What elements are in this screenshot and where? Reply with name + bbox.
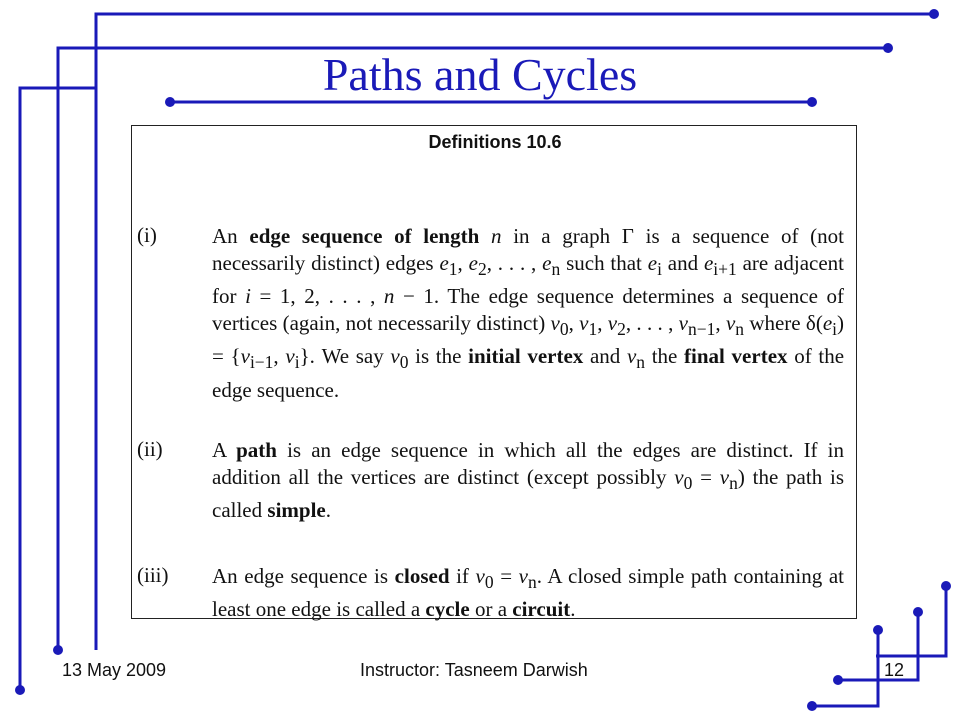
item-text: An edge sequence is closed if $v_0 = v_n$. A closed simple path containing at least one edge is called a cycle or a circuit. [212, 564, 845, 622]
definitions-box [131, 125, 857, 622]
footer-page-number: 12 [884, 660, 905, 680]
footer-instructor: Instructor: Tasneem Darwish [360, 660, 588, 680]
item-label: (iii) [137, 563, 169, 587]
item-text: An edge sequence of length n in a graph Γ is a sequence of (not necessarily distinct) edges $e_1$, $e_2$, . . . , $e_n$ such that $e_i$ and $e_{i+1}$ are adjacent for i = 1, 2, . . . , n − 1. The edge sequence determines a sequence of vertices (again, not necessarily distinct) $v_0$, $v_1$, $v_2$, . . . , $v_{n-1}$, $v_n$ where $\delta(e_i) = \{v_{i-1}$, $v_i$}. We say $v_0$ is the initial vertex and $v_n$ the final vertex of the edge sequence. [212, 224, 845, 402]
item-label: (i) [137, 223, 157, 247]
item-text: A path is an edge sequence in which all the edges are distinct. If in addition all the vertices are distinct (except possibly $v_0 = v_n$) the path is called simple. [212, 438, 844, 523]
item-label: (ii) [137, 437, 163, 461]
slide-title: Paths and Cycles [322, 49, 638, 100]
footer-date: 13 May 2009 [62, 660, 167, 680]
definitions-heading: Definitions 10.6 [428, 132, 562, 152]
